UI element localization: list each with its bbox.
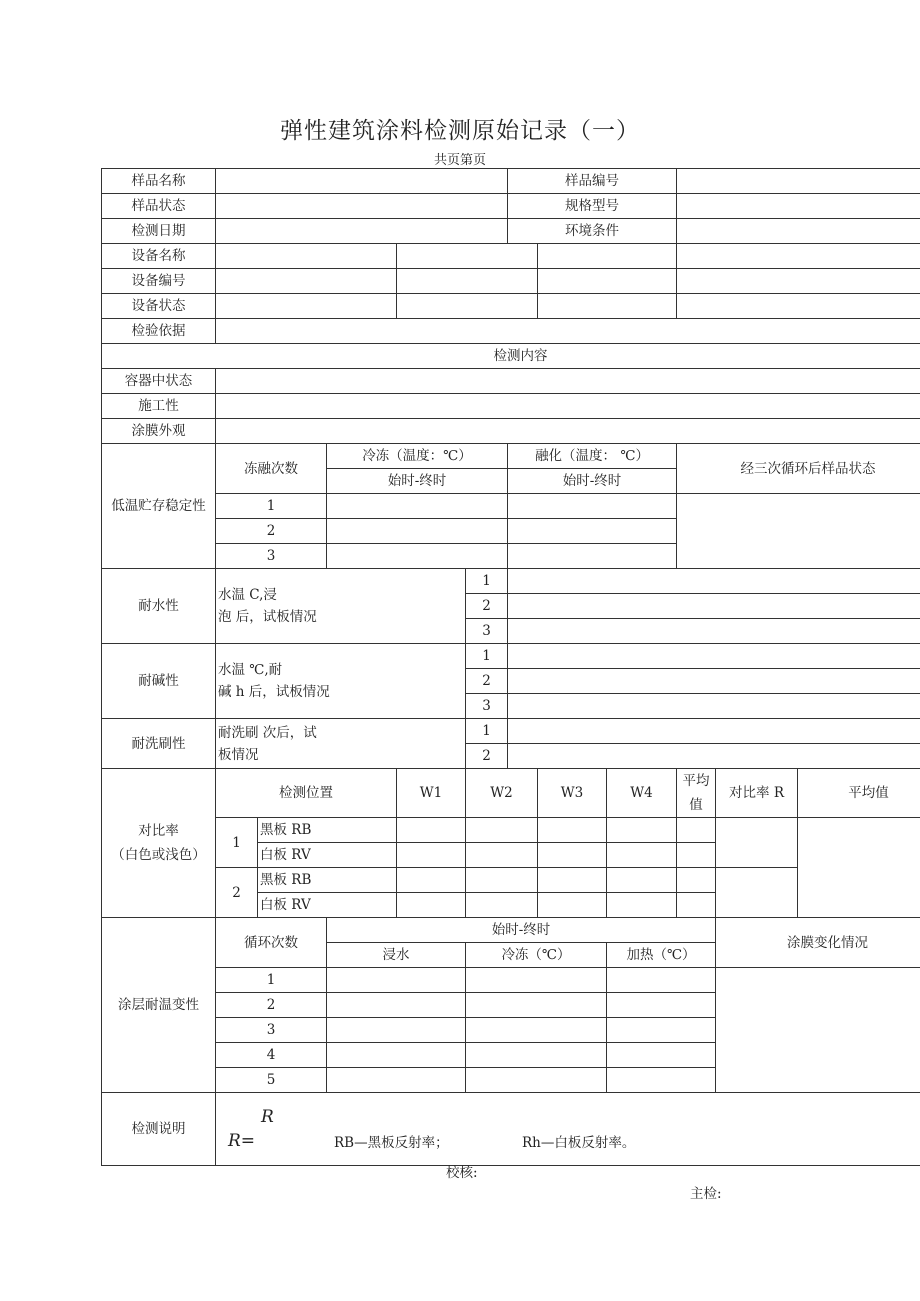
soak-header: 浸水 bbox=[327, 943, 466, 968]
row-no: 3 bbox=[466, 619, 508, 644]
tc-cell[interactable] bbox=[466, 1043, 607, 1068]
equip-name-field-4[interactable] bbox=[677, 244, 920, 269]
contrast-title: 对比率 bbox=[138, 823, 179, 839]
cr-cell[interactable] bbox=[607, 868, 677, 893]
env-condition-field[interactable] bbox=[677, 219, 920, 244]
w3-header: W3 bbox=[538, 769, 607, 818]
w4-header: W4 bbox=[607, 769, 677, 818]
cool-header: 冷冻（℃） bbox=[466, 943, 607, 968]
tc-cell[interactable] bbox=[607, 1068, 716, 1093]
wash-desc-line1: 耐洗刷 次后，试 bbox=[218, 724, 317, 741]
film-appearance-label: 涂膜外观 bbox=[102, 419, 216, 444]
white-rv-label: 白板 RV bbox=[258, 893, 397, 918]
cr-cell[interactable] bbox=[397, 893, 466, 918]
alkali-res-field-3[interactable] bbox=[508, 694, 920, 719]
contrast-label bbox=[102, 769, 216, 918]
cr-cell[interactable] bbox=[466, 893, 538, 918]
equip-no-field-3[interactable] bbox=[538, 269, 677, 294]
cr-cell[interactable] bbox=[466, 868, 538, 893]
equip-state-field-2[interactable] bbox=[397, 294, 538, 319]
wash-res-field-1[interactable] bbox=[508, 719, 920, 744]
sample-state-label: 样品状态 bbox=[102, 194, 216, 219]
cr-cell[interactable] bbox=[677, 868, 716, 893]
cycle-no: 1 bbox=[216, 494, 327, 519]
wash-res-field-2[interactable] bbox=[508, 744, 920, 769]
w1-header: W1 bbox=[397, 769, 466, 818]
freeze-time-3[interactable] bbox=[327, 544, 508, 569]
wash-desc-line2: 板情况 bbox=[218, 746, 259, 763]
row-no: 2 bbox=[466, 744, 508, 769]
check-signature-label: 校核: bbox=[446, 1165, 478, 1181]
equip-name-label: 设备名称 bbox=[102, 244, 216, 269]
w2-header: W2 bbox=[466, 769, 538, 818]
env-condition-label: 环境条件 bbox=[508, 219, 677, 244]
black-rb-label: 黑板 RB bbox=[258, 818, 397, 843]
spec-model-label: 规格型号 bbox=[508, 194, 677, 219]
group-no: 2 bbox=[216, 868, 258, 918]
freeze-time-1[interactable] bbox=[327, 494, 508, 519]
row-no: 1 bbox=[466, 644, 508, 669]
tc-cell[interactable] bbox=[327, 1043, 466, 1068]
spec-model-field[interactable] bbox=[677, 194, 920, 219]
rh-definition: Rh—白板反射率。 bbox=[522, 1135, 636, 1151]
test-pos-header: 检测位置 bbox=[216, 769, 397, 818]
alkali-res-field-2[interactable] bbox=[508, 669, 920, 694]
row-no: 2 bbox=[466, 669, 508, 694]
film-change-field[interactable] bbox=[716, 968, 920, 1093]
basis-field[interactable] bbox=[216, 319, 920, 344]
cr-cell[interactable] bbox=[677, 843, 716, 868]
tc-cell[interactable] bbox=[327, 968, 466, 993]
equip-name-field-2[interactable] bbox=[397, 244, 538, 269]
tc-cell[interactable] bbox=[607, 1043, 716, 1068]
remark-label: 检测说明 bbox=[102, 1093, 216, 1166]
freeze-count-header: 冻融次数 bbox=[216, 444, 327, 494]
cr-cell[interactable] bbox=[677, 893, 716, 918]
water-res-field-1[interactable] bbox=[508, 569, 920, 594]
content-header: 检测内容 bbox=[102, 344, 920, 369]
tc-cell[interactable] bbox=[607, 968, 716, 993]
after-three-field[interactable] bbox=[677, 494, 920, 569]
temp-change-label: 涂层耐温变性 bbox=[102, 918, 216, 1093]
cycle-count-header: 循环次数 bbox=[216, 918, 327, 968]
cr-cell[interactable] bbox=[538, 868, 607, 893]
page-title: 弹性建筑涂料检测原始记录（一） bbox=[280, 118, 640, 144]
equip-name-field-1[interactable] bbox=[216, 244, 397, 269]
thaw-time-3[interactable] bbox=[508, 544, 677, 569]
container-state-field[interactable] bbox=[216, 369, 920, 394]
wash-res-label: 耐洗刷性 bbox=[102, 719, 216, 769]
thaw-time-2[interactable] bbox=[508, 519, 677, 544]
sample-name-label: 样品名称 bbox=[102, 169, 216, 194]
formula-r: R bbox=[261, 1107, 274, 1127]
row-no: 3 bbox=[466, 694, 508, 719]
cycle-no: 4 bbox=[216, 1043, 327, 1068]
test-date-label: 检测日期 bbox=[102, 219, 216, 244]
avg-header: 平均值 bbox=[677, 769, 716, 818]
film-appearance-field[interactable] bbox=[216, 419, 920, 444]
equip-no-field-1[interactable] bbox=[216, 269, 397, 294]
equip-no-field-4[interactable] bbox=[677, 269, 920, 294]
record-table bbox=[101, 168, 920, 1166]
tc-cell[interactable] bbox=[466, 1068, 607, 1093]
cr-cell[interactable] bbox=[607, 818, 677, 843]
black-rb-label: 黑板 RB bbox=[258, 868, 397, 893]
equip-no-label: 设备编号 bbox=[102, 269, 216, 294]
freeze-time-2[interactable] bbox=[327, 519, 508, 544]
cr-cell[interactable] bbox=[397, 843, 466, 868]
equip-state-label: 设备状态 bbox=[102, 294, 216, 319]
sample-no-field[interactable] bbox=[677, 169, 920, 194]
cycle-no: 5 bbox=[216, 1068, 327, 1093]
cr-avg[interactable] bbox=[798, 818, 920, 918]
avg-header-2: 平均值 bbox=[798, 769, 920, 818]
low-temp-label: 低温贮存稳定性 bbox=[102, 444, 216, 569]
container-state-label: 容器中状态 bbox=[102, 369, 216, 394]
water-res-label: 耐水性 bbox=[102, 569, 216, 644]
cycle-no: 3 bbox=[216, 544, 327, 569]
cr-cell[interactable] bbox=[677, 818, 716, 843]
workability-label: 施工性 bbox=[102, 394, 216, 419]
freeze-time-header: 始时-终时 bbox=[327, 469, 508, 494]
basis-label: 检验依据 bbox=[102, 319, 216, 344]
sample-no-label: 样品编号 bbox=[508, 169, 677, 194]
tc-cell[interactable] bbox=[327, 993, 466, 1018]
main-signature-label: 主检: bbox=[690, 1186, 722, 1202]
equip-state-field-1[interactable] bbox=[216, 294, 397, 319]
wash-desc bbox=[216, 719, 466, 769]
tc-cell[interactable] bbox=[466, 1018, 607, 1043]
cr-cell[interactable] bbox=[466, 843, 538, 868]
page-count: 共页第页 bbox=[433, 153, 486, 168]
row-no: 1 bbox=[466, 719, 508, 744]
water-res-field-2[interactable] bbox=[508, 594, 920, 619]
cycle-no: 3 bbox=[216, 1018, 327, 1043]
tc-cell[interactable] bbox=[327, 1018, 466, 1043]
water-desc-line2: 泡 后，试板情况 bbox=[218, 609, 317, 625]
cycle-no: 2 bbox=[216, 519, 327, 544]
cr-cell[interactable] bbox=[397, 818, 466, 843]
cr-cell[interactable] bbox=[538, 843, 607, 868]
workability-field[interactable] bbox=[216, 394, 920, 419]
tc-cell[interactable] bbox=[607, 1018, 716, 1043]
equip-name-field-3[interactable] bbox=[538, 244, 677, 269]
sample-state-field[interactable] bbox=[216, 194, 508, 219]
cr-cell[interactable] bbox=[538, 893, 607, 918]
contrast-subtitle: （白色或浅色） bbox=[111, 847, 206, 863]
cr-r-2[interactable] bbox=[716, 868, 798, 918]
thaw-header: 融化（温度： ℃） bbox=[508, 444, 677, 469]
equip-state-field-4[interactable] bbox=[677, 294, 920, 319]
thaw-time-header: 始时-终时 bbox=[508, 469, 677, 494]
after-three-header: 经三次循环后样品状态 bbox=[677, 444, 920, 494]
tc-cell[interactable] bbox=[607, 993, 716, 1018]
cr-r-1[interactable] bbox=[716, 818, 798, 868]
water-desc-line1: 水温 C,浸 bbox=[218, 587, 277, 603]
alkali-res-label: 耐碱性 bbox=[102, 644, 216, 719]
row-no: 2 bbox=[466, 594, 508, 619]
contrast-r-header: 对比率 R bbox=[716, 769, 798, 818]
cr-cell[interactable] bbox=[607, 893, 677, 918]
group-no: 1 bbox=[216, 818, 258, 868]
water-desc bbox=[216, 569, 466, 644]
formula-eq: R= bbox=[228, 1131, 256, 1151]
alkali-desc bbox=[216, 644, 466, 719]
alkali-desc-line2: 碱 h 后，试板情况 bbox=[218, 684, 330, 700]
tc-time-header: 始时-终时 bbox=[327, 918, 716, 943]
row-no: 1 bbox=[466, 569, 508, 594]
alkali-desc-line1: 水温 ℃,耐 bbox=[218, 662, 283, 678]
sample-name-field[interactable] bbox=[216, 169, 508, 194]
tc-cell[interactable] bbox=[466, 993, 607, 1018]
remark-field bbox=[216, 1093, 920, 1166]
film-change-header: 涂膜变化情况 bbox=[716, 918, 920, 968]
tc-cell[interactable] bbox=[466, 968, 607, 993]
rb-definition: RB—黑板反射率； bbox=[334, 1135, 449, 1151]
alkali-res-field-1[interactable] bbox=[508, 644, 920, 669]
cr-cell[interactable] bbox=[397, 868, 466, 893]
white-rv-label: 白板 RV bbox=[258, 843, 397, 868]
water-res-field-3[interactable] bbox=[508, 619, 920, 644]
cr-cell[interactable] bbox=[607, 843, 677, 868]
cycle-no: 2 bbox=[216, 993, 327, 1018]
equip-state-field-3[interactable] bbox=[538, 294, 677, 319]
cr-cell[interactable] bbox=[466, 818, 538, 843]
formula bbox=[216, 1093, 920, 1165]
cr-cell[interactable] bbox=[538, 818, 607, 843]
tc-cell[interactable] bbox=[327, 1068, 466, 1093]
heat-header: 加热（℃） bbox=[607, 943, 716, 968]
test-date-field[interactable] bbox=[216, 219, 508, 244]
freeze-header: 冷冻（温度：℃） bbox=[327, 444, 508, 469]
equip-no-field-2[interactable] bbox=[397, 269, 538, 294]
thaw-time-1[interactable] bbox=[508, 494, 677, 519]
cycle-no: 1 bbox=[216, 968, 327, 993]
